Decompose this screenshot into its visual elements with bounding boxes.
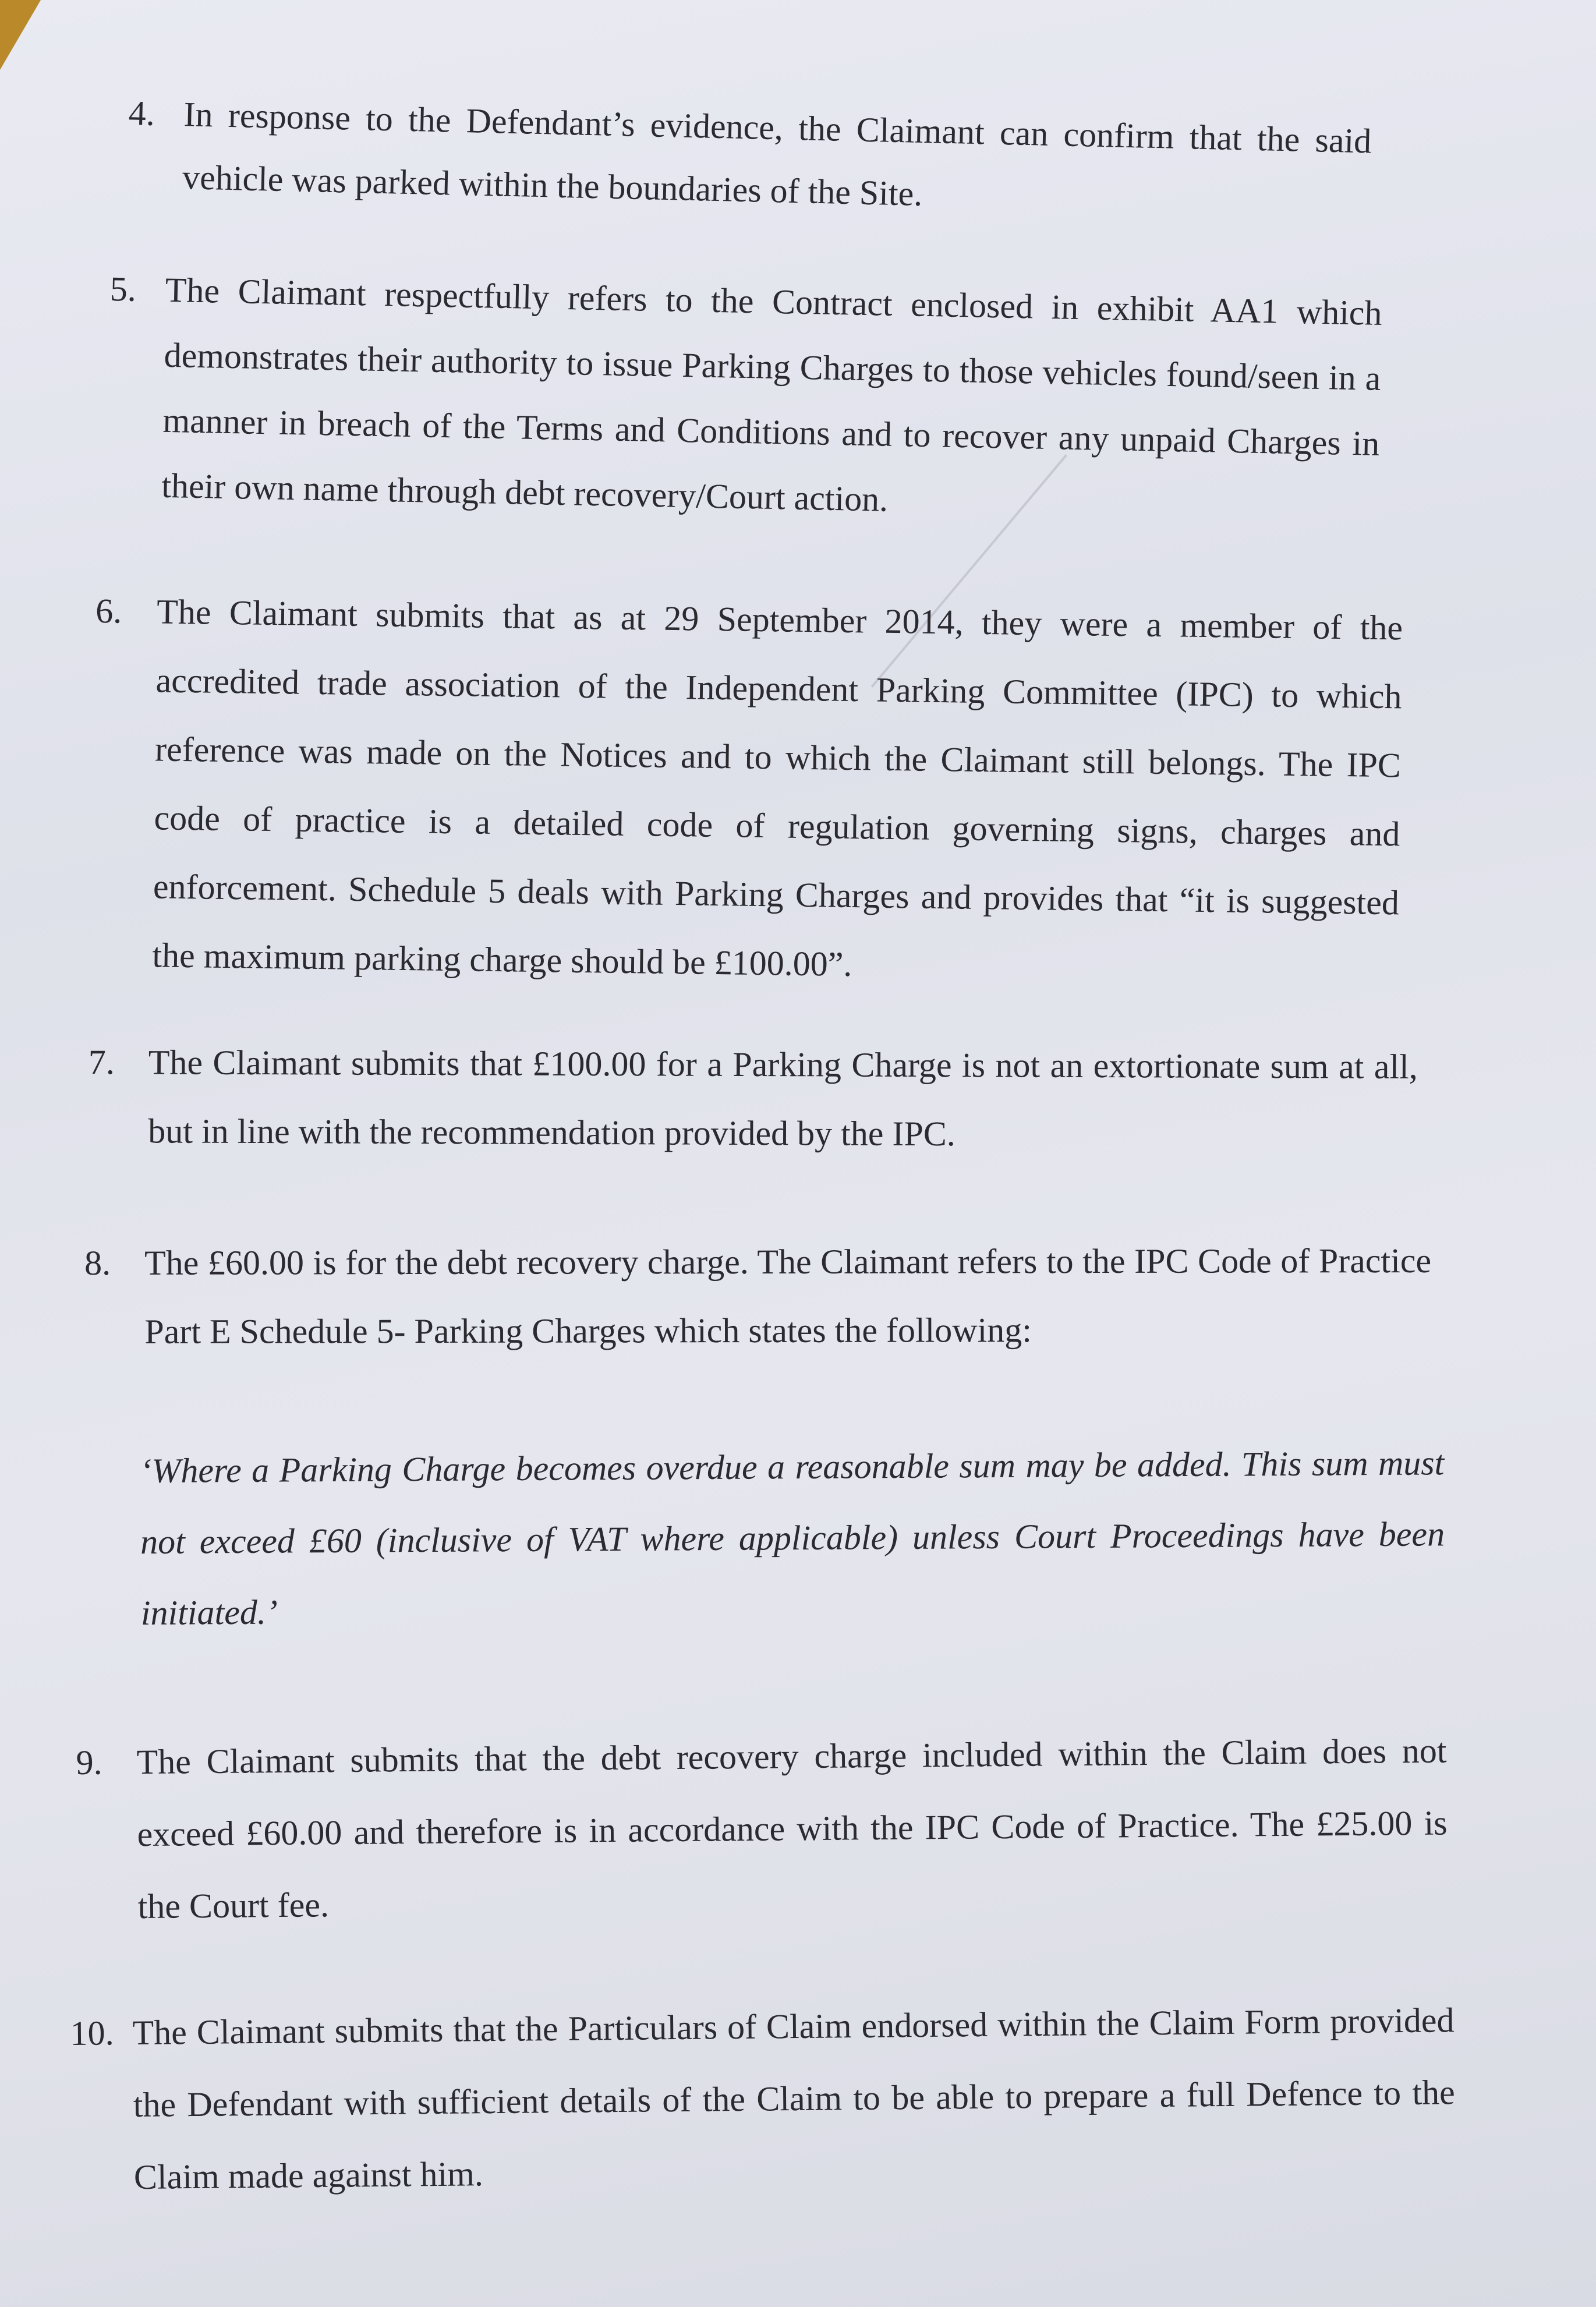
paragraph-7 (88, 1028, 1422, 1154)
paragraph-9 (76, 1714, 1461, 1926)
paragraph-6 (95, 576, 1412, 984)
paragraph-number: 8. (84, 1243, 111, 1282)
paragraph-text: The Claimant submits that the debt recovery charge included within the Claim does not exceed £60.00 and therefore is in accordance with the IPC Code of Practice. The £25.00 is the Court fee. (136, 1731, 1448, 1926)
paragraph-number: 5. (109, 269, 137, 309)
paragraph-text: The Claimant submits that the Particulars of Claim endorsed within the Claim Form provided the Defendant with sufficient details of the Claim to be able to prepare a full Defence to the Claim made against him. (132, 2001, 1455, 2196)
paragraph-5 (109, 256, 1397, 519)
paragraph-text: The Claimant respectfully refers to the Contract enclosed in exhibit AA1 which demonstrates their authority to issue Parking Charges to those vehicles found/seen in a manner in breach of the Terms and Conditions and to recover any unpaid Charges in their own name through debt recovery/Court action. (161, 270, 1383, 519)
paragraph-number: 6. (95, 591, 122, 631)
paragraph-text: The £60.00 is for the debt recovery charge. The Claimant refers to the IPC Code of Practice Part E Schedule 5- Parking Charges which states the following: (144, 1241, 1432, 1351)
paragraph-number: 7. (88, 1042, 115, 1082)
quoted-code-of-practice: ‘Where a Parking Charge becomes overdue a reasonable sum may be added. This sum must not exceed £60 (inclusive of VAT where applicable) unless Court Proceedings have been initiated.’ (140, 1443, 1445, 1632)
paragraph-number: 4. (128, 93, 155, 133)
paragraph-10 (70, 1984, 1473, 2196)
paragraph-8 (84, 1226, 1432, 1351)
paragraph-number: 9. (76, 1743, 102, 1782)
paragraph-number: 10. (70, 2014, 114, 2053)
paragraph-4 (128, 82, 1386, 213)
paragraph-text: In response to the Defendant’s evidence, the Claimant can confirm that the said vehicle was parked within the boundaries of the Site. (182, 95, 1372, 213)
paragraph-text: The Claimant submits that £100.00 for a Parking Charge is not an extortionate sum at all, but in line with the recommendation provided by the IPC. (148, 1043, 1418, 1154)
paragraph-text: The Claimant submits that as at 29 September 2014, they were a member of the accredited trade association of the Independent Parking Committee (IPC) to which reference was made on the Notices and to which the Claimant still belongs. The IPC code of practice is a detailed code of regulation governing signs, charges and enforcement. Schedule 5 deals with Parking Charges and provides that “it is suggested the maximum parking charge should be £100.00”. (152, 592, 1403, 984)
